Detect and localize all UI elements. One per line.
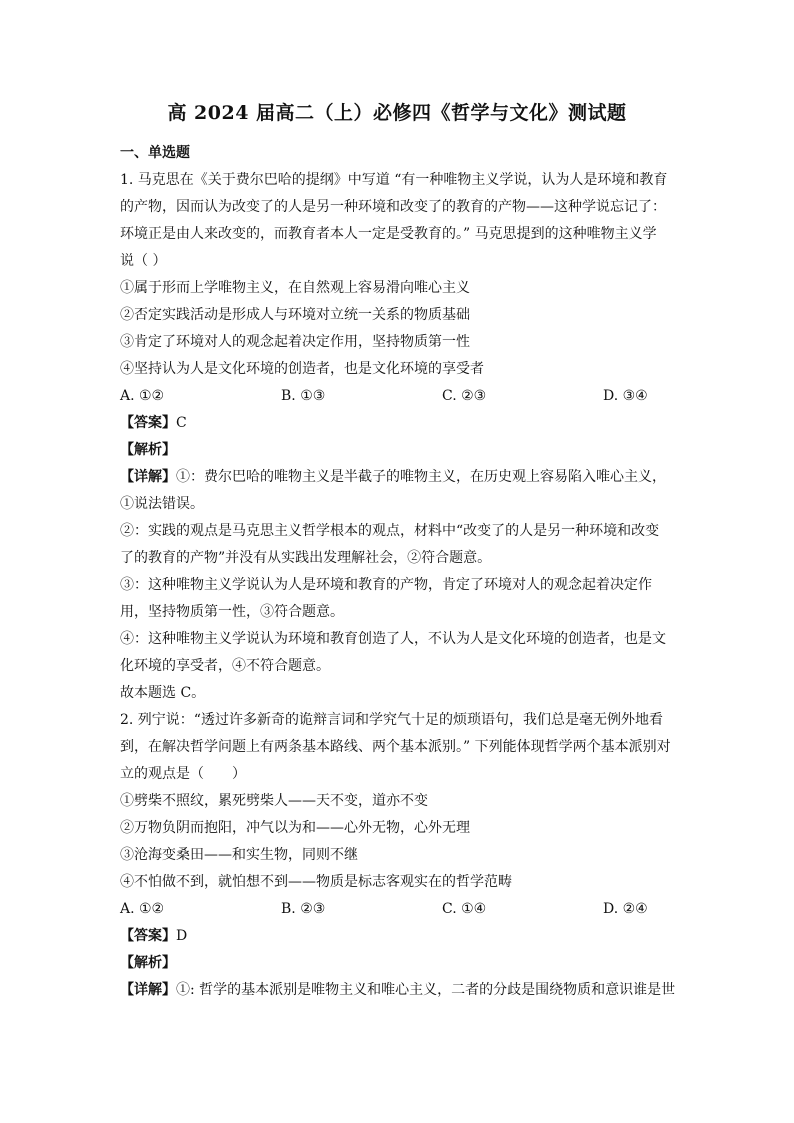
question-1 <box>120 167 680 707</box>
answer-line <box>120 410 680 437</box>
question-line: 的产物，因而认为改变了的人是另一种环境和改变了的教育的产物——这种学说忘记了： <box>120 199 666 215</box>
question-2 <box>120 707 680 1004</box>
choice-d: D. ③④ <box>603 388 648 404</box>
question-line: 环境正是由人来改变的，而教育者本人一定是受教育的。” 马克思提到的这种唯物主义学 <box>120 226 657 242</box>
detail-line: 用，坚持物质第一性，③符合题意。 <box>120 604 344 620</box>
option-statement: ④坚持认为人是文化环境的创造者，也是文化环境的享受者 <box>120 361 484 377</box>
detail-label: 【详解】 <box>120 982 176 998</box>
option-statement: ③肯定了环境对人的观念起着决定作用，坚持物质第一性 <box>120 334 470 350</box>
choice-b: B. ②③ <box>281 901 326 917</box>
detail-line <box>120 464 680 491</box>
page-title: 高 2024 届高二（上）必修四《哲学与文化》测试题 <box>167 102 627 124</box>
choice-a: A. ①② <box>120 388 165 404</box>
detail-text: ①：费尔巴哈的唯物主义是半截子的唯物主义，在历史观上容易陷入唯心主义， <box>176 469 666 485</box>
choice-a: A. ①② <box>120 901 165 917</box>
option-statement: ①劈柴不照纹，累死劈柴人——天不变，道亦不变 <box>120 793 428 809</box>
choice-b: B. ①③ <box>281 388 326 404</box>
answer-label: 【答案】 <box>120 415 176 431</box>
answer-value: C <box>176 415 187 431</box>
detail-line: ②：实践的观点是马克思主义哲学根本的观点，材料中“改变了的人是另一种环境和改变 <box>120 523 660 539</box>
question-line: 2. 列宁说：“透过许多新奇的诡辩言词和学究气十足的烦琐语句，我们总是毫无例外地看 <box>120 712 663 728</box>
section-heading: 一、单选题 <box>120 145 190 161</box>
choice-d: D. ②④ <box>603 901 648 917</box>
choice-c: C. ①④ <box>442 901 487 917</box>
detail-text: ①: 哲学的基本派别是唯物主义和唯心主义，二者的分歧是围绕物质和意识谁是世 <box>176 982 676 998</box>
detail-line: ③：这种唯物主义学说认为人是环境和教育的产物，肯定了环境对人的观念起着决定作 <box>120 577 652 593</box>
analysis-label: 【解析】 <box>120 955 176 971</box>
detail-line: 了的教育的产物”并没有从实践出发理解社会，②符合题意。 <box>120 550 492 566</box>
option-statement: ②否定实践活动是形成人与环境对立统一关系的物质基础 <box>120 307 470 323</box>
question-line: 说（ ） <box>120 253 167 269</box>
detail-line: ④：这种唯物主义学说认为环境和教育创造了人，不认为人是文化环境的创造者，也是文 <box>120 631 666 647</box>
question-line: 到，在解决哲学问题上有两条基本路线、两个基本派别。” 下列能体现哲学两个基本派别对 <box>120 739 671 755</box>
detail-line <box>120 977 680 1004</box>
option-statement: ①属于形而上学唯物主义，在自然观上容易滑向唯心主义 <box>120 280 470 296</box>
option-statement: ②万物负阴而抱阳，冲气以为和——心外无物，心外无理 <box>120 820 470 836</box>
detail-label: 【详解】 <box>120 469 176 485</box>
document-content <box>120 140 680 1004</box>
conclusion-line: 故本题选 C。 <box>120 685 206 701</box>
question-line: 1. 马克思在《关于费尔巴哈的提纲》中写道 “有一种唯物主义学说，认为人是环境和教育 <box>120 172 668 188</box>
answer-choices <box>120 896 680 923</box>
choice-c: C. ②③ <box>442 388 487 404</box>
answer-choices <box>120 383 680 410</box>
analysis-label: 【解析】 <box>120 442 176 458</box>
detail-line: 化环境的享受者，④不符合题意。 <box>120 658 330 674</box>
answer-value: D <box>176 928 188 944</box>
option-statement: ④不怕做不到，就怕想不到——物质是标志客观实在的哲学范畴 <box>120 874 512 890</box>
detail-line: ①说法错误。 <box>120 496 204 512</box>
answer-line <box>120 923 680 950</box>
question-line: 立的观点是（ ） <box>120 766 246 782</box>
answer-label: 【答案】 <box>120 928 176 944</box>
option-statement: ③沧海变桑田——和实生物，同则不继 <box>120 847 358 863</box>
